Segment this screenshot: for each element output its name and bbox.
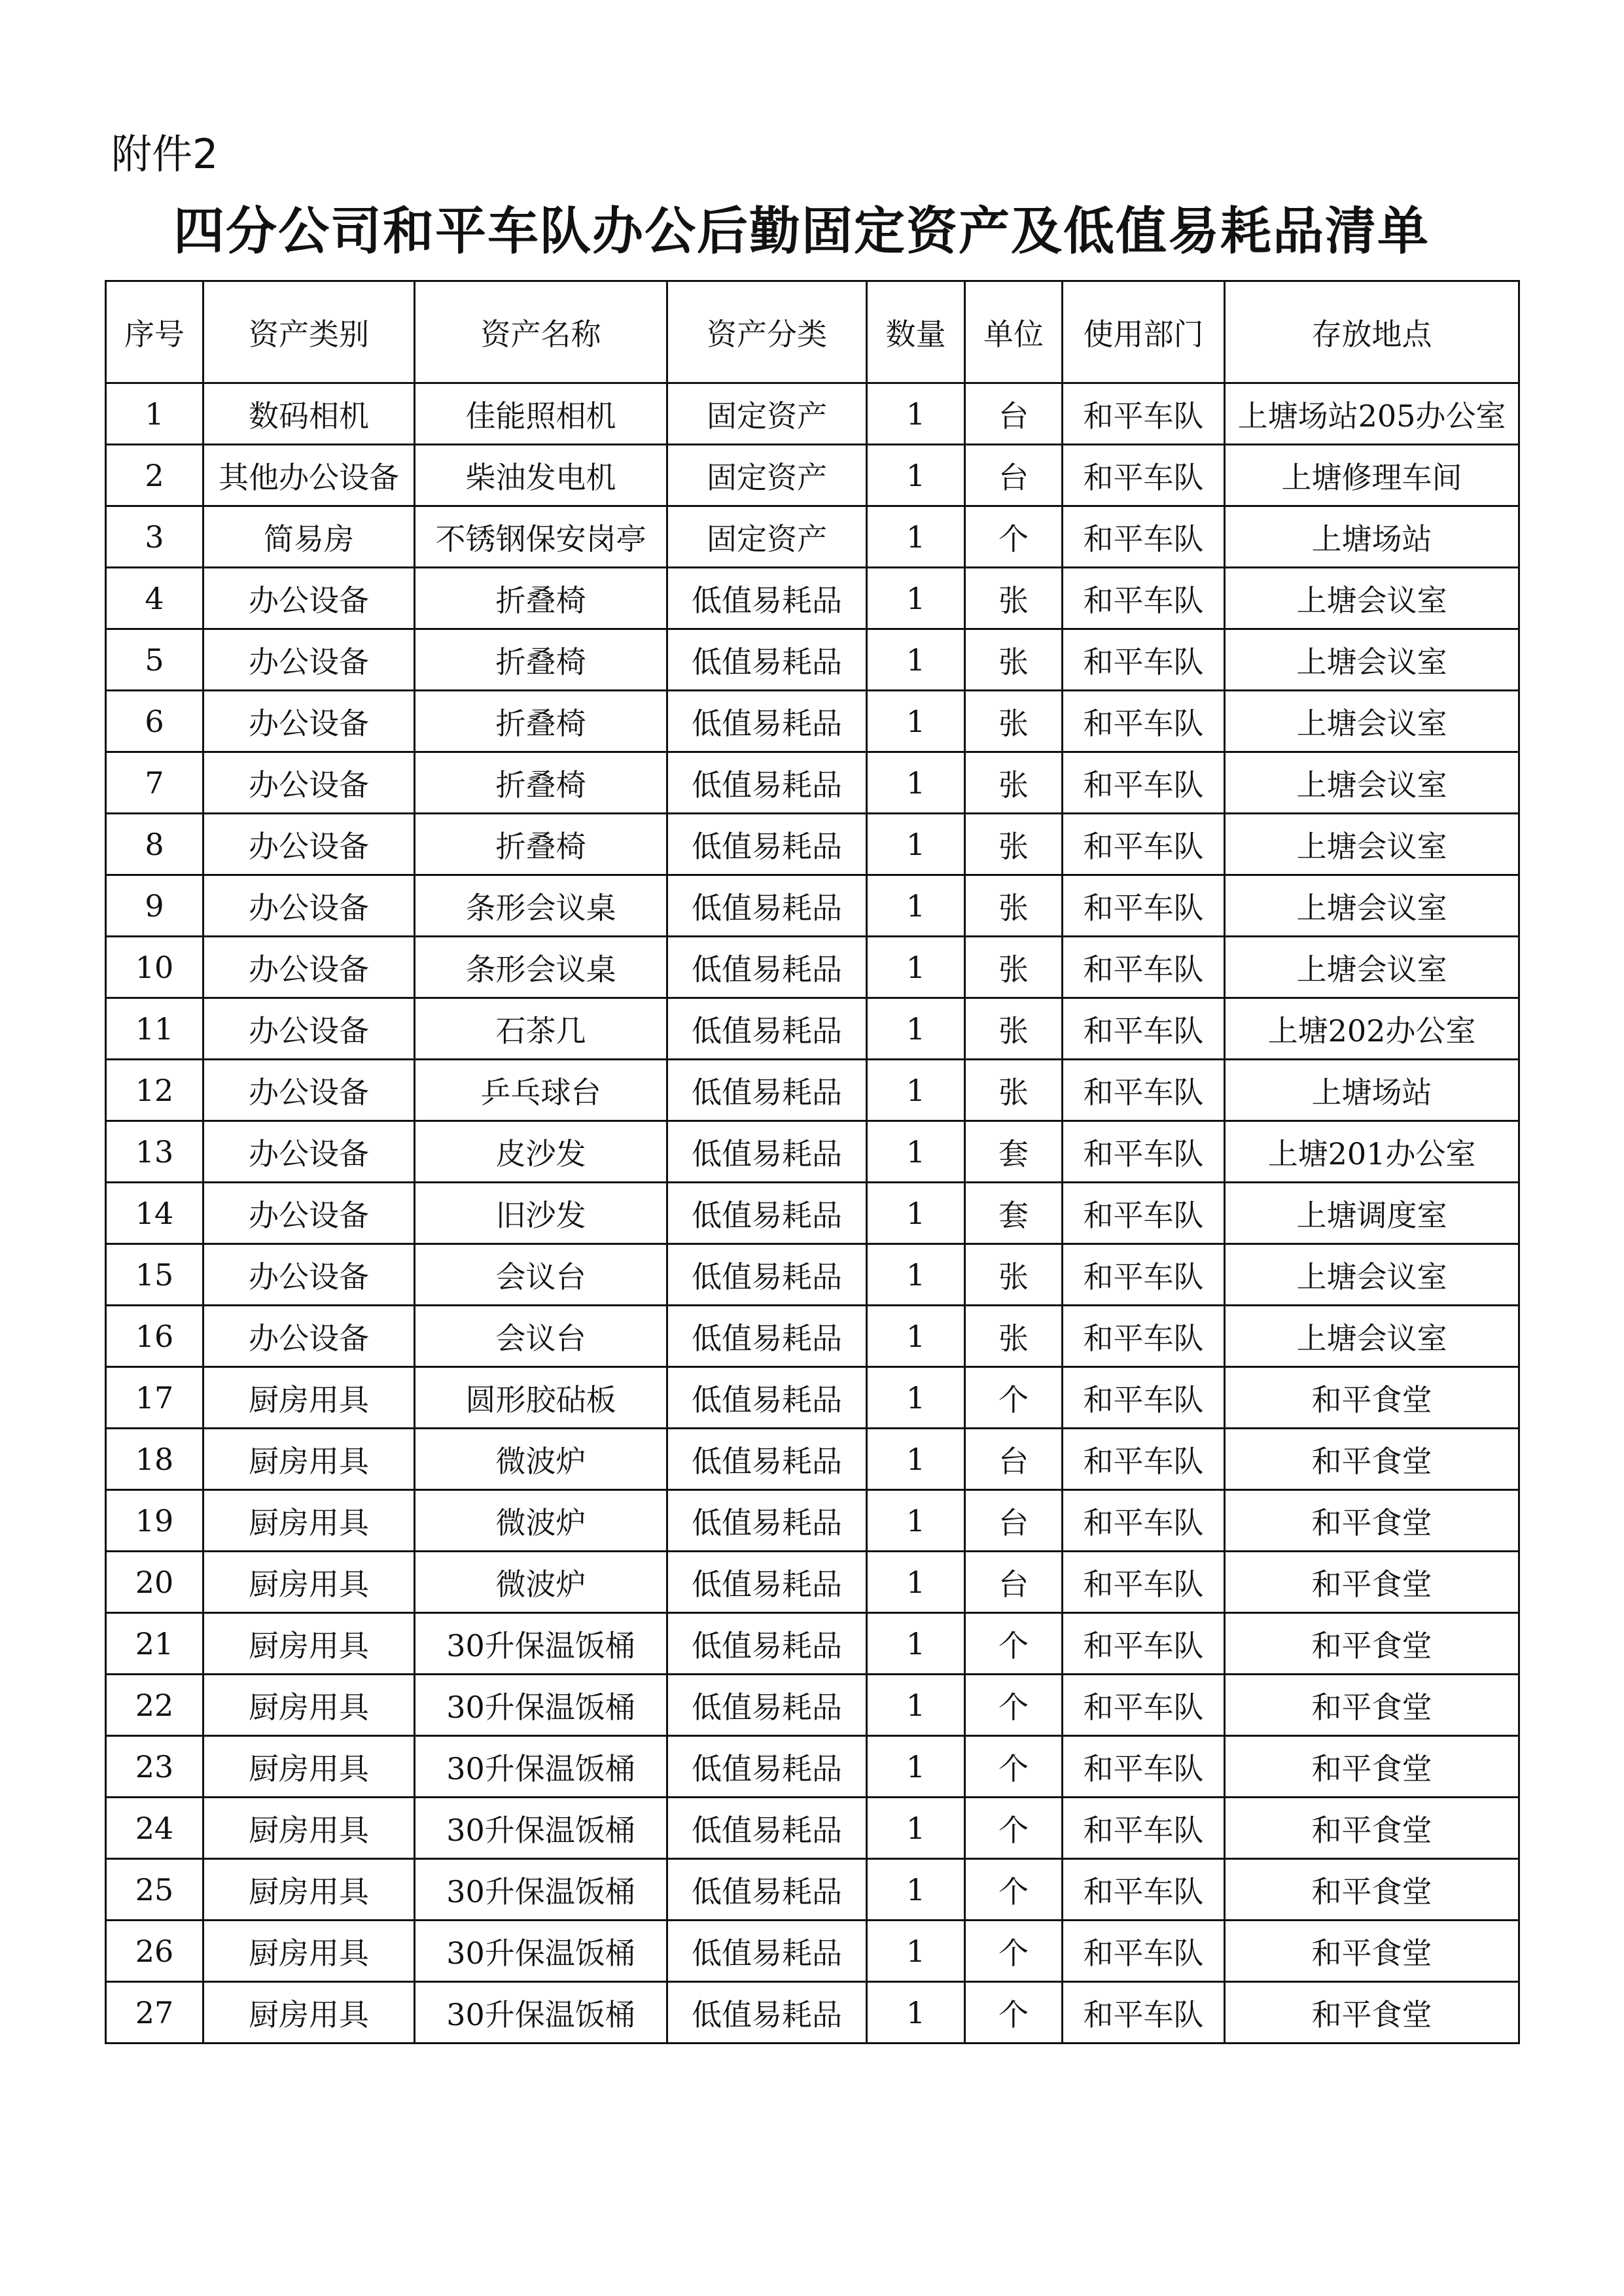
cell-serial-number: 15 (106, 1244, 203, 1306)
header-serial-number: 序号 (106, 281, 203, 383)
cell-quantity: 1 (867, 1736, 965, 1798)
cell-asset-classification: 低值易耗品 (667, 1613, 867, 1675)
cell-location: 和平食堂 (1225, 1675, 1519, 1736)
cell-asset-category: 办公设备 (203, 937, 415, 998)
cell-location: 上塘场站205办公室 (1225, 383, 1519, 445)
cell-department: 和平车队 (1063, 1921, 1225, 1982)
cell-asset-classification: 固定资产 (667, 445, 867, 506)
cell-department: 和平车队 (1063, 1306, 1225, 1367)
cell-asset-category: 办公设备 (203, 998, 415, 1060)
cell-asset-category: 厨房用具 (203, 1552, 415, 1613)
cell-asset-classification: 低值易耗品 (667, 568, 867, 629)
cell-quantity: 1 (867, 1982, 965, 2044)
table-row (106, 1183, 1519, 1244)
cell-location: 上塘场站 (1225, 1060, 1519, 1121)
cell-quantity: 1 (867, 629, 965, 691)
cell-asset-category: 办公设备 (203, 1121, 415, 1183)
cell-unit: 个 (965, 1798, 1063, 1859)
cell-serial-number: 12 (106, 1060, 203, 1121)
cell-asset-classification: 低值易耗品 (667, 1060, 867, 1121)
cell-quantity: 1 (867, 691, 965, 752)
cell-unit: 个 (965, 1367, 1063, 1429)
cell-location: 和平食堂 (1225, 1613, 1519, 1675)
table-row (106, 1244, 1519, 1306)
cell-asset-name: 石茶几 (415, 998, 667, 1060)
cell-unit: 张 (965, 1060, 1063, 1121)
cell-unit: 个 (965, 1859, 1063, 1921)
table-row (106, 1675, 1519, 1736)
cell-unit: 张 (965, 629, 1063, 691)
table-row (106, 875, 1519, 937)
cell-serial-number: 11 (106, 998, 203, 1060)
cell-quantity: 1 (867, 875, 965, 937)
cell-asset-name: 30升保温饭桶 (415, 1859, 667, 1921)
cell-serial-number: 7 (106, 752, 203, 814)
cell-department: 和平车队 (1063, 1798, 1225, 1859)
cell-asset-classification: 低值易耗品 (667, 1306, 867, 1367)
cell-location: 上塘会议室 (1225, 752, 1519, 814)
cell-unit: 张 (965, 937, 1063, 998)
cell-unit: 张 (965, 814, 1063, 875)
cell-asset-classification: 低值易耗品 (667, 1552, 867, 1613)
table-row (106, 1306, 1519, 1367)
cell-serial-number: 25 (106, 1859, 203, 1921)
cell-asset-classification: 低值易耗品 (667, 691, 867, 752)
cell-department: 和平车队 (1063, 752, 1225, 814)
cell-serial-number: 23 (106, 1736, 203, 1798)
cell-asset-classification: 低值易耗品 (667, 1183, 867, 1244)
cell-location: 上塘修理车间 (1225, 445, 1519, 506)
cell-department: 和平车队 (1063, 1060, 1225, 1121)
cell-location: 和平食堂 (1225, 1921, 1519, 1982)
cell-asset-category: 数码相机 (203, 383, 415, 445)
cell-serial-number: 13 (106, 1121, 203, 1183)
cell-unit: 张 (965, 752, 1063, 814)
cell-location: 上塘会议室 (1225, 568, 1519, 629)
cell-serial-number: 5 (106, 629, 203, 691)
cell-quantity: 1 (867, 1552, 965, 1613)
cell-department: 和平车队 (1063, 1613, 1225, 1675)
cell-asset-classification: 低值易耗品 (667, 1736, 867, 1798)
cell-location: 和平食堂 (1225, 1736, 1519, 1798)
cell-asset-classification: 低值易耗品 (667, 629, 867, 691)
cell-unit: 个 (965, 1736, 1063, 1798)
cell-asset-classification: 低值易耗品 (667, 1429, 867, 1490)
cell-location: 上塘会议室 (1225, 814, 1519, 875)
cell-unit: 台 (965, 383, 1063, 445)
cell-quantity: 1 (867, 937, 965, 998)
cell-asset-category: 办公设备 (203, 814, 415, 875)
cell-department: 和平车队 (1063, 506, 1225, 568)
table-body (106, 383, 1519, 2044)
cell-asset-name: 柴油发电机 (415, 445, 667, 506)
cell-location: 上塘会议室 (1225, 937, 1519, 998)
cell-department: 和平车队 (1063, 1183, 1225, 1244)
asset-table (105, 280, 1520, 2044)
cell-location: 和平食堂 (1225, 1798, 1519, 1859)
cell-asset-name: 皮沙发 (415, 1121, 667, 1183)
table-row (106, 1429, 1519, 1490)
cell-serial-number: 6 (106, 691, 203, 752)
table-row (106, 1121, 1519, 1183)
cell-department: 和平车队 (1063, 1367, 1225, 1429)
cell-unit: 套 (965, 1121, 1063, 1183)
cell-asset-name: 微波炉 (415, 1429, 667, 1490)
table-header (106, 281, 1519, 383)
cell-asset-name: 佳能照相机 (415, 383, 667, 445)
cell-asset-name: 30升保温饭桶 (415, 1736, 667, 1798)
cell-asset-category: 厨房用具 (203, 1859, 415, 1921)
cell-asset-category: 办公设备 (203, 875, 415, 937)
header-unit: 单位 (965, 281, 1063, 383)
table-row (106, 1982, 1519, 2044)
cell-serial-number: 10 (106, 937, 203, 998)
cell-asset-classification: 低值易耗品 (667, 1244, 867, 1306)
cell-unit: 张 (965, 998, 1063, 1060)
cell-asset-classification: 低值易耗品 (667, 937, 867, 998)
cell-asset-category: 办公设备 (203, 1183, 415, 1244)
cell-asset-classification: 低值易耗品 (667, 1367, 867, 1429)
table-row (106, 1736, 1519, 1798)
cell-asset-classification: 低值易耗品 (667, 814, 867, 875)
cell-serial-number: 16 (106, 1306, 203, 1367)
table-row (106, 1859, 1519, 1921)
cell-quantity: 1 (867, 1429, 965, 1490)
cell-asset-category: 厨房用具 (203, 1613, 415, 1675)
table-row (106, 1798, 1519, 1859)
cell-quantity: 1 (867, 1121, 965, 1183)
cell-department: 和平车队 (1063, 568, 1225, 629)
cell-department: 和平车队 (1063, 1859, 1225, 1921)
cell-department: 和平车队 (1063, 1675, 1225, 1736)
cell-asset-name: 折叠椅 (415, 629, 667, 691)
cell-location: 和平食堂 (1225, 1490, 1519, 1552)
cell-quantity: 1 (867, 445, 965, 506)
cell-asset-classification: 固定资产 (667, 506, 867, 568)
cell-asset-name: 折叠椅 (415, 752, 667, 814)
cell-department: 和平车队 (1063, 1552, 1225, 1613)
table-row (106, 506, 1519, 568)
cell-asset-category: 厨房用具 (203, 1367, 415, 1429)
cell-asset-name: 不锈钢保安岗亭 (415, 506, 667, 568)
cell-serial-number: 20 (106, 1552, 203, 1613)
cell-location: 和平食堂 (1225, 1429, 1519, 1490)
cell-serial-number: 18 (106, 1429, 203, 1490)
table-row (106, 1367, 1519, 1429)
cell-unit: 个 (965, 506, 1063, 568)
cell-location: 和平食堂 (1225, 1552, 1519, 1613)
table-row (106, 752, 1519, 814)
cell-unit: 张 (965, 691, 1063, 752)
header-location: 存放地点 (1225, 281, 1519, 383)
cell-asset-classification: 低值易耗品 (667, 1859, 867, 1921)
cell-quantity: 1 (867, 1859, 965, 1921)
table-row (106, 445, 1519, 506)
cell-asset-category: 厨房用具 (203, 1982, 415, 2044)
cell-unit: 台 (965, 1490, 1063, 1552)
header-asset-name: 资产名称 (415, 281, 667, 383)
cell-serial-number: 19 (106, 1490, 203, 1552)
cell-asset-name: 微波炉 (415, 1552, 667, 1613)
header-row (106, 281, 1519, 383)
cell-location: 上塘201办公室 (1225, 1121, 1519, 1183)
cell-asset-category: 简易房 (203, 506, 415, 568)
cell-asset-category: 厨房用具 (203, 1429, 415, 1490)
cell-serial-number: 17 (106, 1367, 203, 1429)
cell-department: 和平车队 (1063, 1490, 1225, 1552)
cell-asset-category: 办公设备 (203, 629, 415, 691)
cell-quantity: 1 (867, 383, 965, 445)
cell-department: 和平车队 (1063, 691, 1225, 752)
cell-location: 和平食堂 (1225, 1982, 1519, 2044)
table-row (106, 1490, 1519, 1552)
cell-asset-name: 折叠椅 (415, 814, 667, 875)
table-row (106, 1060, 1519, 1121)
cell-serial-number: 27 (106, 1982, 203, 2044)
cell-asset-name: 乒乓球台 (415, 1060, 667, 1121)
cell-unit: 台 (965, 1429, 1063, 1490)
cell-unit: 个 (965, 1675, 1063, 1736)
cell-unit: 张 (965, 875, 1063, 937)
cell-quantity: 1 (867, 1490, 965, 1552)
cell-asset-category: 厨房用具 (203, 1490, 415, 1552)
cell-asset-category: 其他办公设备 (203, 445, 415, 506)
cell-asset-name: 折叠椅 (415, 691, 667, 752)
cell-serial-number: 22 (106, 1675, 203, 1736)
cell-department: 和平车队 (1063, 937, 1225, 998)
cell-unit: 张 (965, 1244, 1063, 1306)
cell-asset-classification: 低值易耗品 (667, 1121, 867, 1183)
table-row (106, 937, 1519, 998)
cell-quantity: 1 (867, 1367, 965, 1429)
cell-asset-classification: 固定资产 (667, 383, 867, 445)
cell-serial-number: 2 (106, 445, 203, 506)
cell-quantity: 1 (867, 752, 965, 814)
cell-asset-classification: 低值易耗品 (667, 1982, 867, 2044)
cell-serial-number: 8 (106, 814, 203, 875)
cell-serial-number: 1 (106, 383, 203, 445)
cell-asset-classification: 低值易耗品 (667, 1798, 867, 1859)
cell-serial-number: 24 (106, 1798, 203, 1859)
cell-quantity: 1 (867, 506, 965, 568)
cell-unit: 个 (965, 1982, 1063, 2044)
cell-asset-category: 厨房用具 (203, 1675, 415, 1736)
cell-asset-classification: 低值易耗品 (667, 875, 867, 937)
cell-asset-category: 办公设备 (203, 1244, 415, 1306)
cell-asset-name: 折叠椅 (415, 568, 667, 629)
cell-department: 和平车队 (1063, 629, 1225, 691)
cell-department: 和平车队 (1063, 998, 1225, 1060)
cell-asset-name: 30升保温饭桶 (415, 1675, 667, 1736)
cell-asset-name: 30升保温饭桶 (415, 1982, 667, 2044)
cell-unit: 台 (965, 445, 1063, 506)
cell-location: 上塘会议室 (1225, 691, 1519, 752)
table-row (106, 998, 1519, 1060)
cell-asset-category: 厨房用具 (203, 1921, 415, 1982)
cell-serial-number: 9 (106, 875, 203, 937)
cell-department: 和平车队 (1063, 1429, 1225, 1490)
cell-asset-name: 会议台 (415, 1306, 667, 1367)
cell-quantity: 1 (867, 1183, 965, 1244)
cell-department: 和平车队 (1063, 875, 1225, 937)
cell-asset-name: 圆形胶砧板 (415, 1367, 667, 1429)
cell-asset-name: 30升保温饭桶 (415, 1921, 667, 1982)
document-title: 四分公司和平车队办公后勤固定资产及低值易耗品清单 (173, 202, 1430, 261)
cell-department: 和平车队 (1063, 814, 1225, 875)
table-row (106, 1613, 1519, 1675)
cell-asset-name: 条形会议桌 (415, 875, 667, 937)
header-asset-classification: 资产分类 (667, 281, 867, 383)
cell-asset-name: 旧沙发 (415, 1183, 667, 1244)
cell-asset-category: 办公设备 (203, 1306, 415, 1367)
table-row (106, 1921, 1519, 1982)
cell-serial-number: 14 (106, 1183, 203, 1244)
table-row (106, 383, 1519, 445)
header-department: 使用部门 (1063, 281, 1225, 383)
cell-department: 和平车队 (1063, 445, 1225, 506)
cell-unit: 个 (965, 1613, 1063, 1675)
cell-department: 和平车队 (1063, 383, 1225, 445)
cell-quantity: 1 (867, 1798, 965, 1859)
cell-unit: 张 (965, 1306, 1063, 1367)
cell-asset-classification: 低值易耗品 (667, 1490, 867, 1552)
cell-asset-category: 厨房用具 (203, 1736, 415, 1798)
cell-department: 和平车队 (1063, 1121, 1225, 1183)
table-row (106, 629, 1519, 691)
table-row (106, 691, 1519, 752)
cell-department: 和平车队 (1063, 1244, 1225, 1306)
cell-asset-classification: 低值易耗品 (667, 752, 867, 814)
cell-location: 上塘会议室 (1225, 1306, 1519, 1367)
cell-serial-number: 3 (106, 506, 203, 568)
cell-quantity: 1 (867, 1675, 965, 1736)
cell-asset-classification: 低值易耗品 (667, 1921, 867, 1982)
cell-quantity: 1 (867, 1613, 965, 1675)
cell-quantity: 1 (867, 1306, 965, 1367)
cell-asset-category: 办公设备 (203, 568, 415, 629)
cell-location: 上塘场站 (1225, 506, 1519, 568)
cell-department: 和平车队 (1063, 1982, 1225, 2044)
cell-location: 上塘202办公室 (1225, 998, 1519, 1060)
cell-quantity: 1 (867, 998, 965, 1060)
header-asset-category: 资产类别 (203, 281, 415, 383)
cell-department: 和平车队 (1063, 1736, 1225, 1798)
cell-asset-classification: 低值易耗品 (667, 998, 867, 1060)
cell-asset-name: 30升保温饭桶 (415, 1613, 667, 1675)
cell-asset-classification: 低值易耗品 (667, 1675, 867, 1736)
cell-asset-name: 微波炉 (415, 1490, 667, 1552)
cell-location: 上塘会议室 (1225, 875, 1519, 937)
cell-asset-name: 会议台 (415, 1244, 667, 1306)
header-quantity: 数量 (867, 281, 965, 383)
cell-serial-number: 4 (106, 568, 203, 629)
cell-unit: 个 (965, 1921, 1063, 1982)
cell-location: 上塘会议室 (1225, 1244, 1519, 1306)
cell-serial-number: 26 (106, 1921, 203, 1982)
cell-serial-number: 21 (106, 1613, 203, 1675)
cell-unit: 台 (965, 1552, 1063, 1613)
cell-quantity: 1 (867, 1244, 965, 1306)
cell-location: 上塘调度室 (1225, 1183, 1519, 1244)
cell-location: 和平食堂 (1225, 1859, 1519, 1921)
cell-quantity: 1 (867, 1921, 965, 1982)
cell-asset-category: 办公设备 (203, 1060, 415, 1121)
cell-asset-name: 条形会议桌 (415, 937, 667, 998)
cell-asset-category: 办公设备 (203, 752, 415, 814)
cell-unit: 套 (965, 1183, 1063, 1244)
cell-asset-category: 厨房用具 (203, 1798, 415, 1859)
table-row (106, 814, 1519, 875)
table-row (106, 568, 1519, 629)
cell-asset-category: 办公设备 (203, 691, 415, 752)
attachment-label: 附件2 (111, 130, 219, 178)
cell-quantity: 1 (867, 814, 965, 875)
cell-unit: 张 (965, 568, 1063, 629)
cell-quantity: 1 (867, 1060, 965, 1121)
cell-location: 上塘会议室 (1225, 629, 1519, 691)
cell-location: 和平食堂 (1225, 1367, 1519, 1429)
cell-asset-name: 30升保温饭桶 (415, 1798, 667, 1859)
table-row (106, 1552, 1519, 1613)
cell-quantity: 1 (867, 568, 965, 629)
